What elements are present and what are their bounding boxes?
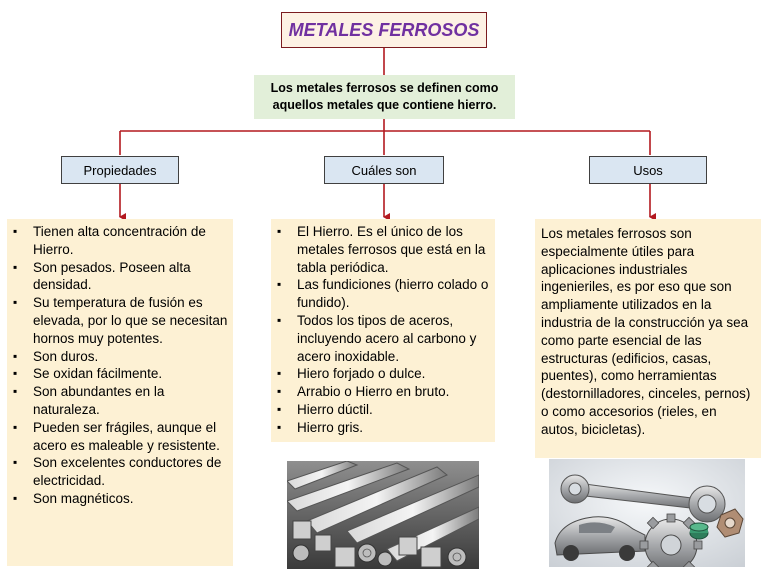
category-usos: Usos	[589, 156, 707, 184]
propiedades-panel	[7, 219, 233, 566]
list-item: ▪ Son pesados. Poseen alta densidad.	[7, 259, 233, 295]
diagram-title	[281, 12, 487, 48]
definition-box: Los metales ferrosos se definen como aquellos metales que contiene hierro.	[254, 75, 515, 119]
list-item: ▪ Su temperatura de fusión es elevada, por lo que se necesitan hornos muy potentes.	[7, 294, 233, 347]
list-item: ▪ Hiero forjado o dulce.	[271, 365, 495, 383]
cuales-son-list	[271, 223, 495, 437]
list-item: ▪ Arrabio o Hierro en bruto.	[271, 383, 495, 401]
steel-profiles-image	[287, 461, 479, 569]
category-cuales-son: Cuáles son	[324, 156, 444, 184]
list-item: ▪ Hierro gris.	[271, 419, 495, 437]
list-item: ▪ Son magnéticos.	[7, 490, 233, 508]
usos-text: Los metales ferrosos son especialmente útiles para aplicaciones industriales ingenieriles, es por eso que son ampliamente utilizados en la industria de la construcción ya sea como parte esencial de las estructuras (edificios, casas, puentes), como herramientas (destornilladores, cinceles, pernos) o como accesorios (rieles, en autos, bicicletas).	[541, 226, 751, 437]
category-propiedades: Propiedades	[61, 156, 179, 184]
usos-panel	[535, 219, 761, 458]
list-item: ▪ El Hierro. Es el único de los metales ferrosos que está en la tabla periódica.	[271, 223, 495, 276]
list-item: ▪ Todos los tipos de aceros, incluyendo acero al carbono y acero inoxidable.	[271, 312, 495, 365]
list-item: ▪ Se oxidan fácilmente.	[7, 365, 233, 383]
list-item: ▪ Son abundantes en la naturaleza.	[7, 383, 233, 419]
list-item: ▪ Hierro dúctil.	[271, 401, 495, 419]
list-item: ▪ Tienen alta concentración de Hierro.	[7, 223, 233, 259]
propiedades-list	[7, 223, 233, 508]
list-item: ▪ Pueden ser frágiles, aunque el acero es maleable y resistente.	[7, 419, 233, 455]
ferrous-parts-image	[549, 459, 745, 567]
list-item: ▪ Son excelentes conductores de electricidad.	[7, 454, 233, 490]
diagram-title-text: METALES FERROSOS	[288, 19, 480, 40]
cuales-son-panel	[271, 219, 495, 442]
list-item: ▪ Las fundiciones (hierro colado o fundido).	[271, 276, 495, 312]
list-item: ▪ Son duros.	[7, 348, 233, 366]
